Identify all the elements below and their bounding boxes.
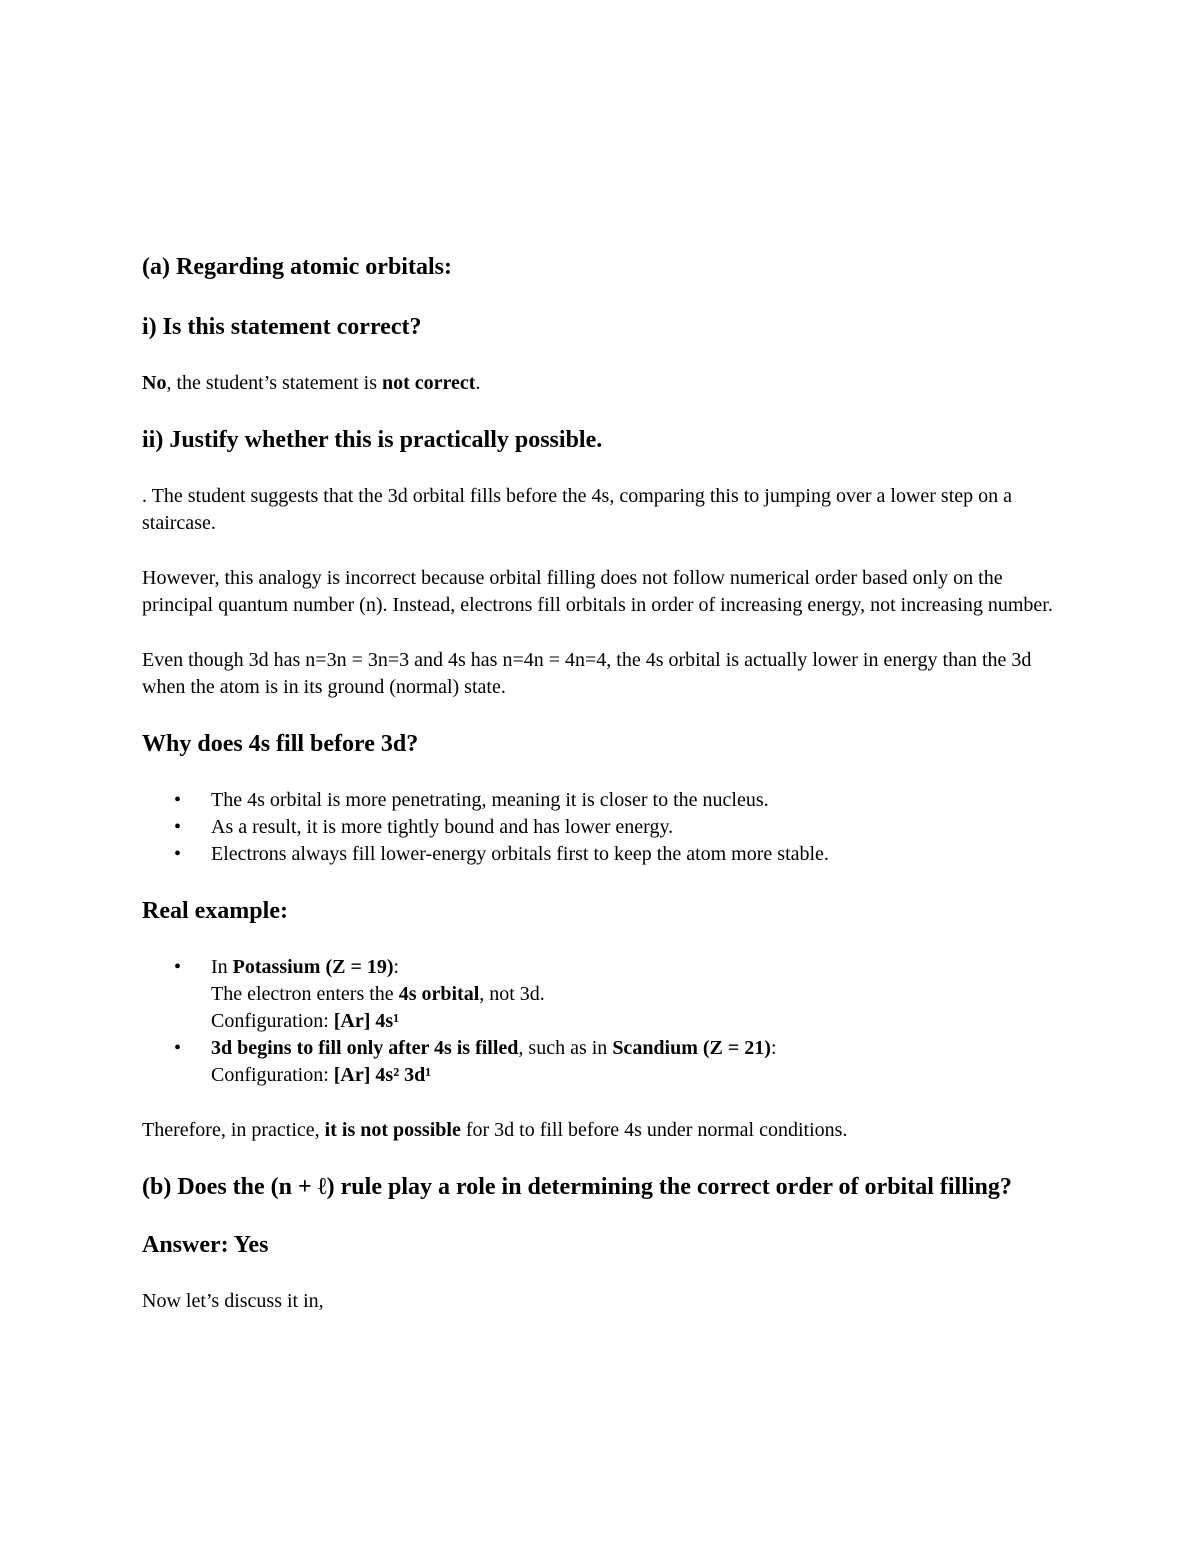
section-b-heading: (b) Does the (n + ℓ) rule play a role in determining the correct order of orbital filling?: [142, 1174, 1012, 1200]
conclusion-post: for 3d to fill before 4s under normal conditions.: [460, 1119, 848, 1141]
conclusion-bold: it is not possible: [324, 1119, 461, 1141]
question-2-heading: ii) Justify whether this is practically possible.: [142, 427, 603, 453]
example-1-colon: :: [393, 956, 400, 978]
answer-not-correct: not correct: [381, 372, 476, 394]
why-bullet-list: [142, 787, 1062, 868]
example-2-colon: :: [770, 1037, 777, 1059]
list-item: [142, 954, 1062, 1035]
example-2-config-label: Configuration:: [211, 1064, 334, 1086]
conclusion-pre: Therefore, in practice,: [142, 1119, 325, 1141]
question-2-paragraph-2: However, this analogy is incorrect because orbital filling does not follow numerical order based only on the principal quantum number (n). Instead, electrons fill orbitals in order of increasing energy, not increasing number.: [142, 567, 1053, 616]
question-2-paragraph-1: . The student suggests that the 3d orbital fills before the 4s, comparing this to jumping over a lower step on a staircase.: [142, 485, 1013, 534]
closing-paragraph: Now let’s discuss it in,: [142, 1290, 324, 1312]
conclusion-paragraph: [142, 1117, 1062, 1144]
example-1-config-value: [Ar] 4s¹: [333, 1010, 400, 1032]
example-1-element: Potassium (Z = 19): [232, 956, 394, 978]
example-2-mid: , such as in: [518, 1037, 613, 1059]
example-2-element: Scandium (Z = 21): [612, 1037, 771, 1059]
list-item: • The 4s orbital is more penetrating, meaning it is closer to the nucleus.: [142, 787, 1062, 814]
example-1-line2-post: , not 3d.: [479, 983, 545, 1005]
list-item: • Electrons always fill lower-energy orbitals first to keep the atom more stable.: [142, 841, 1062, 868]
list-item: [142, 1035, 1062, 1089]
why-heading: Why does 4s fill before 3d?: [142, 731, 419, 757]
document-page: [142, 252, 1062, 1315]
example-2-config-value: [Ar] 4s² 3d¹: [333, 1064, 432, 1086]
list-item: • As a result, it is more tightly bound and has lower energy.: [142, 814, 1062, 841]
example-2-bold-lead: 3d begins to fill only after 4s is filled: [211, 1037, 519, 1059]
example-heading: Real example:: [142, 898, 288, 924]
example-1-config-label: Configuration:: [211, 1010, 334, 1032]
question-1-answer: [142, 370, 1062, 397]
answer-heading: Answer: Yes: [142, 1232, 269, 1258]
question-1-heading: i) Is this statement correct?: [142, 314, 422, 340]
example-1-line2-bold: 4s orbital: [398, 983, 480, 1005]
answer-no: No: [142, 372, 167, 394]
section-a-heading: (a) Regarding atomic orbitals:: [142, 254, 452, 280]
example-1-line2-pre: The electron enters the: [211, 983, 399, 1005]
example-bullet-list: [142, 954, 1062, 1089]
question-2-paragraph-3: Even though 3d has n=3n = 3n=3 and 4s has n=4n = 4n=4, the 4s orbital is actually lower in energy than the 3d when the atom is in its ground (normal) state.: [142, 649, 1032, 698]
answer-end: .: [475, 372, 481, 394]
example-1-in: In: [211, 956, 233, 978]
answer-mid: , the student’s statement is: [166, 372, 382, 394]
